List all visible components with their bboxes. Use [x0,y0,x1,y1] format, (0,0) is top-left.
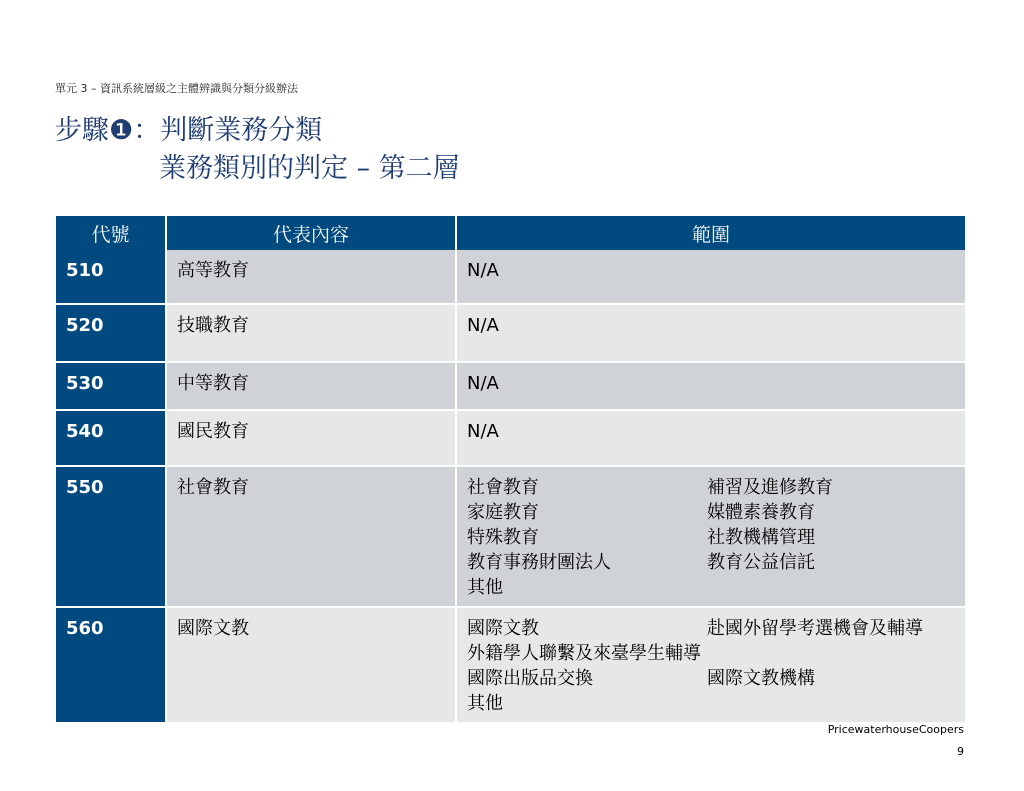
scope-line [467,500,955,525]
row-content: 中等教育 [166,362,456,410]
row-content: 國際文教 [166,607,456,723]
page-title [55,112,460,188]
scope-item: 其他 [467,693,503,714]
scope-item: 媒體素養教育 [707,502,815,523]
row-content: 社會教育 [166,466,456,607]
scope-line [467,475,955,500]
page-number: 9 [957,745,964,758]
row-code: 520 [56,304,166,362]
row-content: 國民教育 [166,410,456,466]
row-content: 高等教育 [166,250,456,304]
scope-item: 教育公益信託 [707,552,815,573]
table-header-row [56,216,965,250]
header-code: 代號 [56,216,166,250]
row-scope [456,410,965,466]
scope-item: 補習及進修教育 [707,477,833,498]
scope-line [467,691,955,716]
title-line-2: 業務類別的判定 – 第二層 [159,153,460,184]
scope-line [467,258,955,283]
scope-item: 社教機構管理 [707,527,815,548]
scope-line [467,371,955,396]
scope-line [467,419,955,444]
row-code: 530 [56,362,166,410]
row-scope [456,362,965,410]
header-scope: 範圍 [456,216,965,250]
scope-line [467,666,955,691]
row-code: 540 [56,410,166,466]
scope-item: 國際文教機構 [707,668,815,689]
footer-company: PricewaterhouseCoopers [827,723,964,736]
scope-item: N/A [467,315,499,336]
row-content: 技職教育 [166,304,456,362]
scope-line [467,313,955,338]
header-content: 代表內容 [166,216,456,250]
table-row [56,466,965,607]
table-row [56,304,965,362]
scope-item: N/A [467,260,499,281]
row-code: 550 [56,466,166,607]
table-row [56,362,965,410]
scope-item: 其他 [467,577,503,598]
row-scope [456,250,965,304]
table-body [56,250,965,723]
row-scope [456,304,965,362]
scope-line [467,525,955,550]
table-row [56,410,965,466]
table-row [56,607,965,723]
scope-item: 國際文教 [467,618,539,639]
scope-line [467,616,955,641]
row-scope [456,466,965,607]
title-line-1: 步驟❶：判斷業務分類 [55,115,323,146]
unit-label: 單元 3 – 資訊系統層級之主體辨識與分類分級辦法 [55,82,298,95]
scope-item: 國際出版品交換 [467,668,593,689]
scope-item: 特殊教育 [467,527,539,548]
row-scope [456,607,965,723]
table-row [56,250,965,304]
row-code: 510 [56,250,166,304]
scope-line [467,575,955,600]
scope-line [467,550,955,575]
scope-item: N/A [467,373,499,394]
scope-item: 赴國外留學考選機會及輔導 [707,618,923,639]
scope-item: 家庭教育 [467,502,539,523]
scope-item: 教育事務財團法人 [467,552,611,573]
business-category-table [56,216,965,724]
scope-item: 外籍學人聯繫及來臺學生輔導 [467,643,701,664]
scope-item: 社會教育 [467,477,539,498]
row-code: 560 [56,607,166,723]
scope-line [467,641,955,666]
scope-item: N/A [467,421,499,442]
